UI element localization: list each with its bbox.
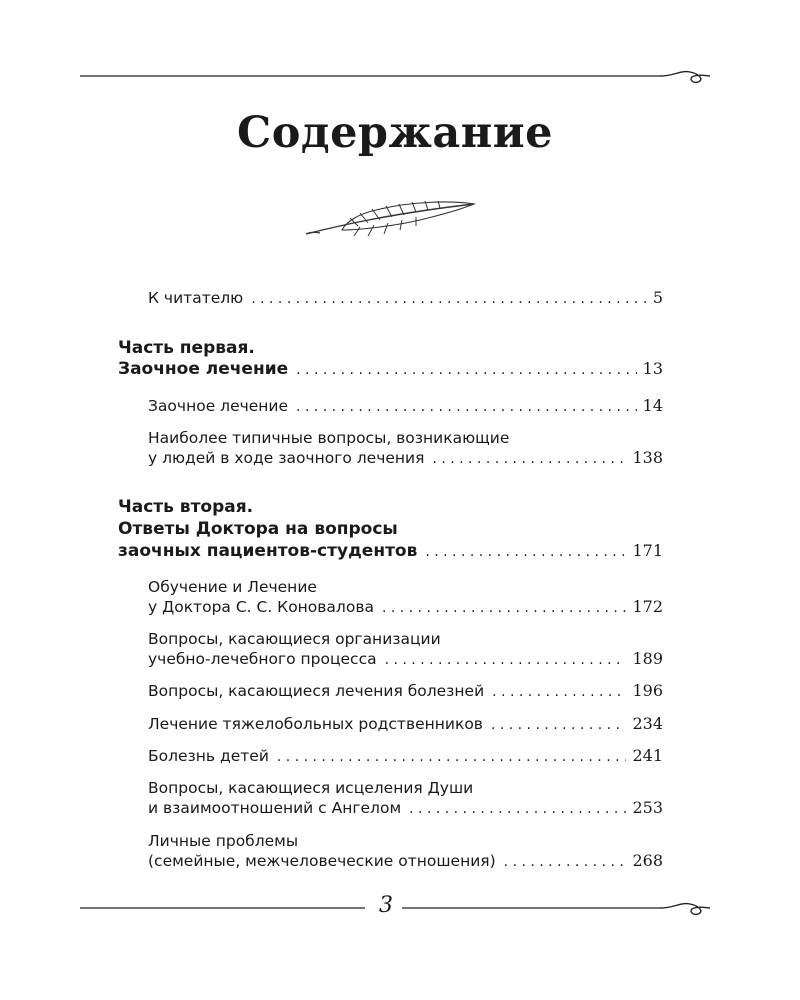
toc-page-number: 234 [632,714,663,733]
toc-entry-part1-item-0[interactable] [148,396,663,415]
toc-entry-part2-item-2[interactable] [148,681,663,700]
toc-entry-part2-item-5[interactable] [148,798,663,817]
toc-entry-label: К читателю [148,289,244,307]
toc-page-number: 241 [632,746,663,765]
toc-page-number: 14 [642,396,663,415]
page-number: 3 [370,893,402,918]
toc-entry-part1[interactable] [118,359,663,379]
toc-page-number: 5 [652,288,663,307]
page-title: Содержание [237,108,553,158]
toc-entry-reader[interactable] [148,288,663,307]
toc-page-number: 172 [632,597,663,616]
toc-entry-part2-item-1[interactable] [148,649,663,668]
toc-entry-label: заочных пациентов-студентов [118,541,418,561]
toc-page-number: 253 [632,798,663,817]
toc-entry-part2[interactable] [118,541,663,561]
toc-entry-label: Лечение тяжелобольных родственников [148,715,483,733]
toc-entry-label: учебно-лечебного процесса [148,650,377,668]
toc-entry-part2-item-6-line1[interactable]: Личные проблемы [148,832,299,850]
toc-page-number: 171 [632,541,663,560]
toc-entry-part2-item-1-line1[interactable]: Вопросы, касающиеся организации [148,630,441,648]
toc-entry-label: Вопросы, касающиеся лечения болезней [148,682,485,700]
toc-entry-part2-item-5-line1[interactable]: Вопросы, касающиеся исцеления Души [148,779,474,797]
part2-heading: Часть вторая. [118,497,254,517]
toc-page-number: 189 [632,649,663,668]
toc-entry-label: Заочное лечение [118,359,289,379]
part1-heading: Часть первая. [118,338,255,358]
toc-entry-label: у людей в ходе заочного лечения [148,449,425,467]
toc-page-number: 268 [632,851,663,870]
toc-entry-label: и взаимоотношений с Ангелом [148,799,402,817]
toc-entry-part2-item-3[interactable] [148,714,663,733]
toc-page-number: 196 [632,681,663,700]
toc-entry-label: (семейные, межчеловеческие отношения) [148,852,496,870]
toc-entry-label: Болезнь детей [148,747,269,765]
toc-entry-part1-item-1[interactable] [148,448,663,467]
toc-entry-part1-item-1-line1[interactable]: Наиболее типичные вопросы, возникающие [148,429,510,447]
toc-entry-part2-item-0[interactable] [148,597,663,616]
toc-entry-part2-item-4[interactable] [148,746,663,765]
toc-entry-part2-item-6[interactable] [148,851,663,870]
part2-subheading: Ответы Доктора на вопросы [118,519,398,539]
toc-entry-label: Заочное лечение [148,397,289,415]
toc-page-number: 13 [642,359,663,378]
toc-entry-label: у Доктора С. С. Коновалова [148,598,374,616]
toc-entry-part2-item-0-line1[interactable]: Обучение и Лечение [148,578,317,596]
toc-page-number: 138 [632,448,663,467]
